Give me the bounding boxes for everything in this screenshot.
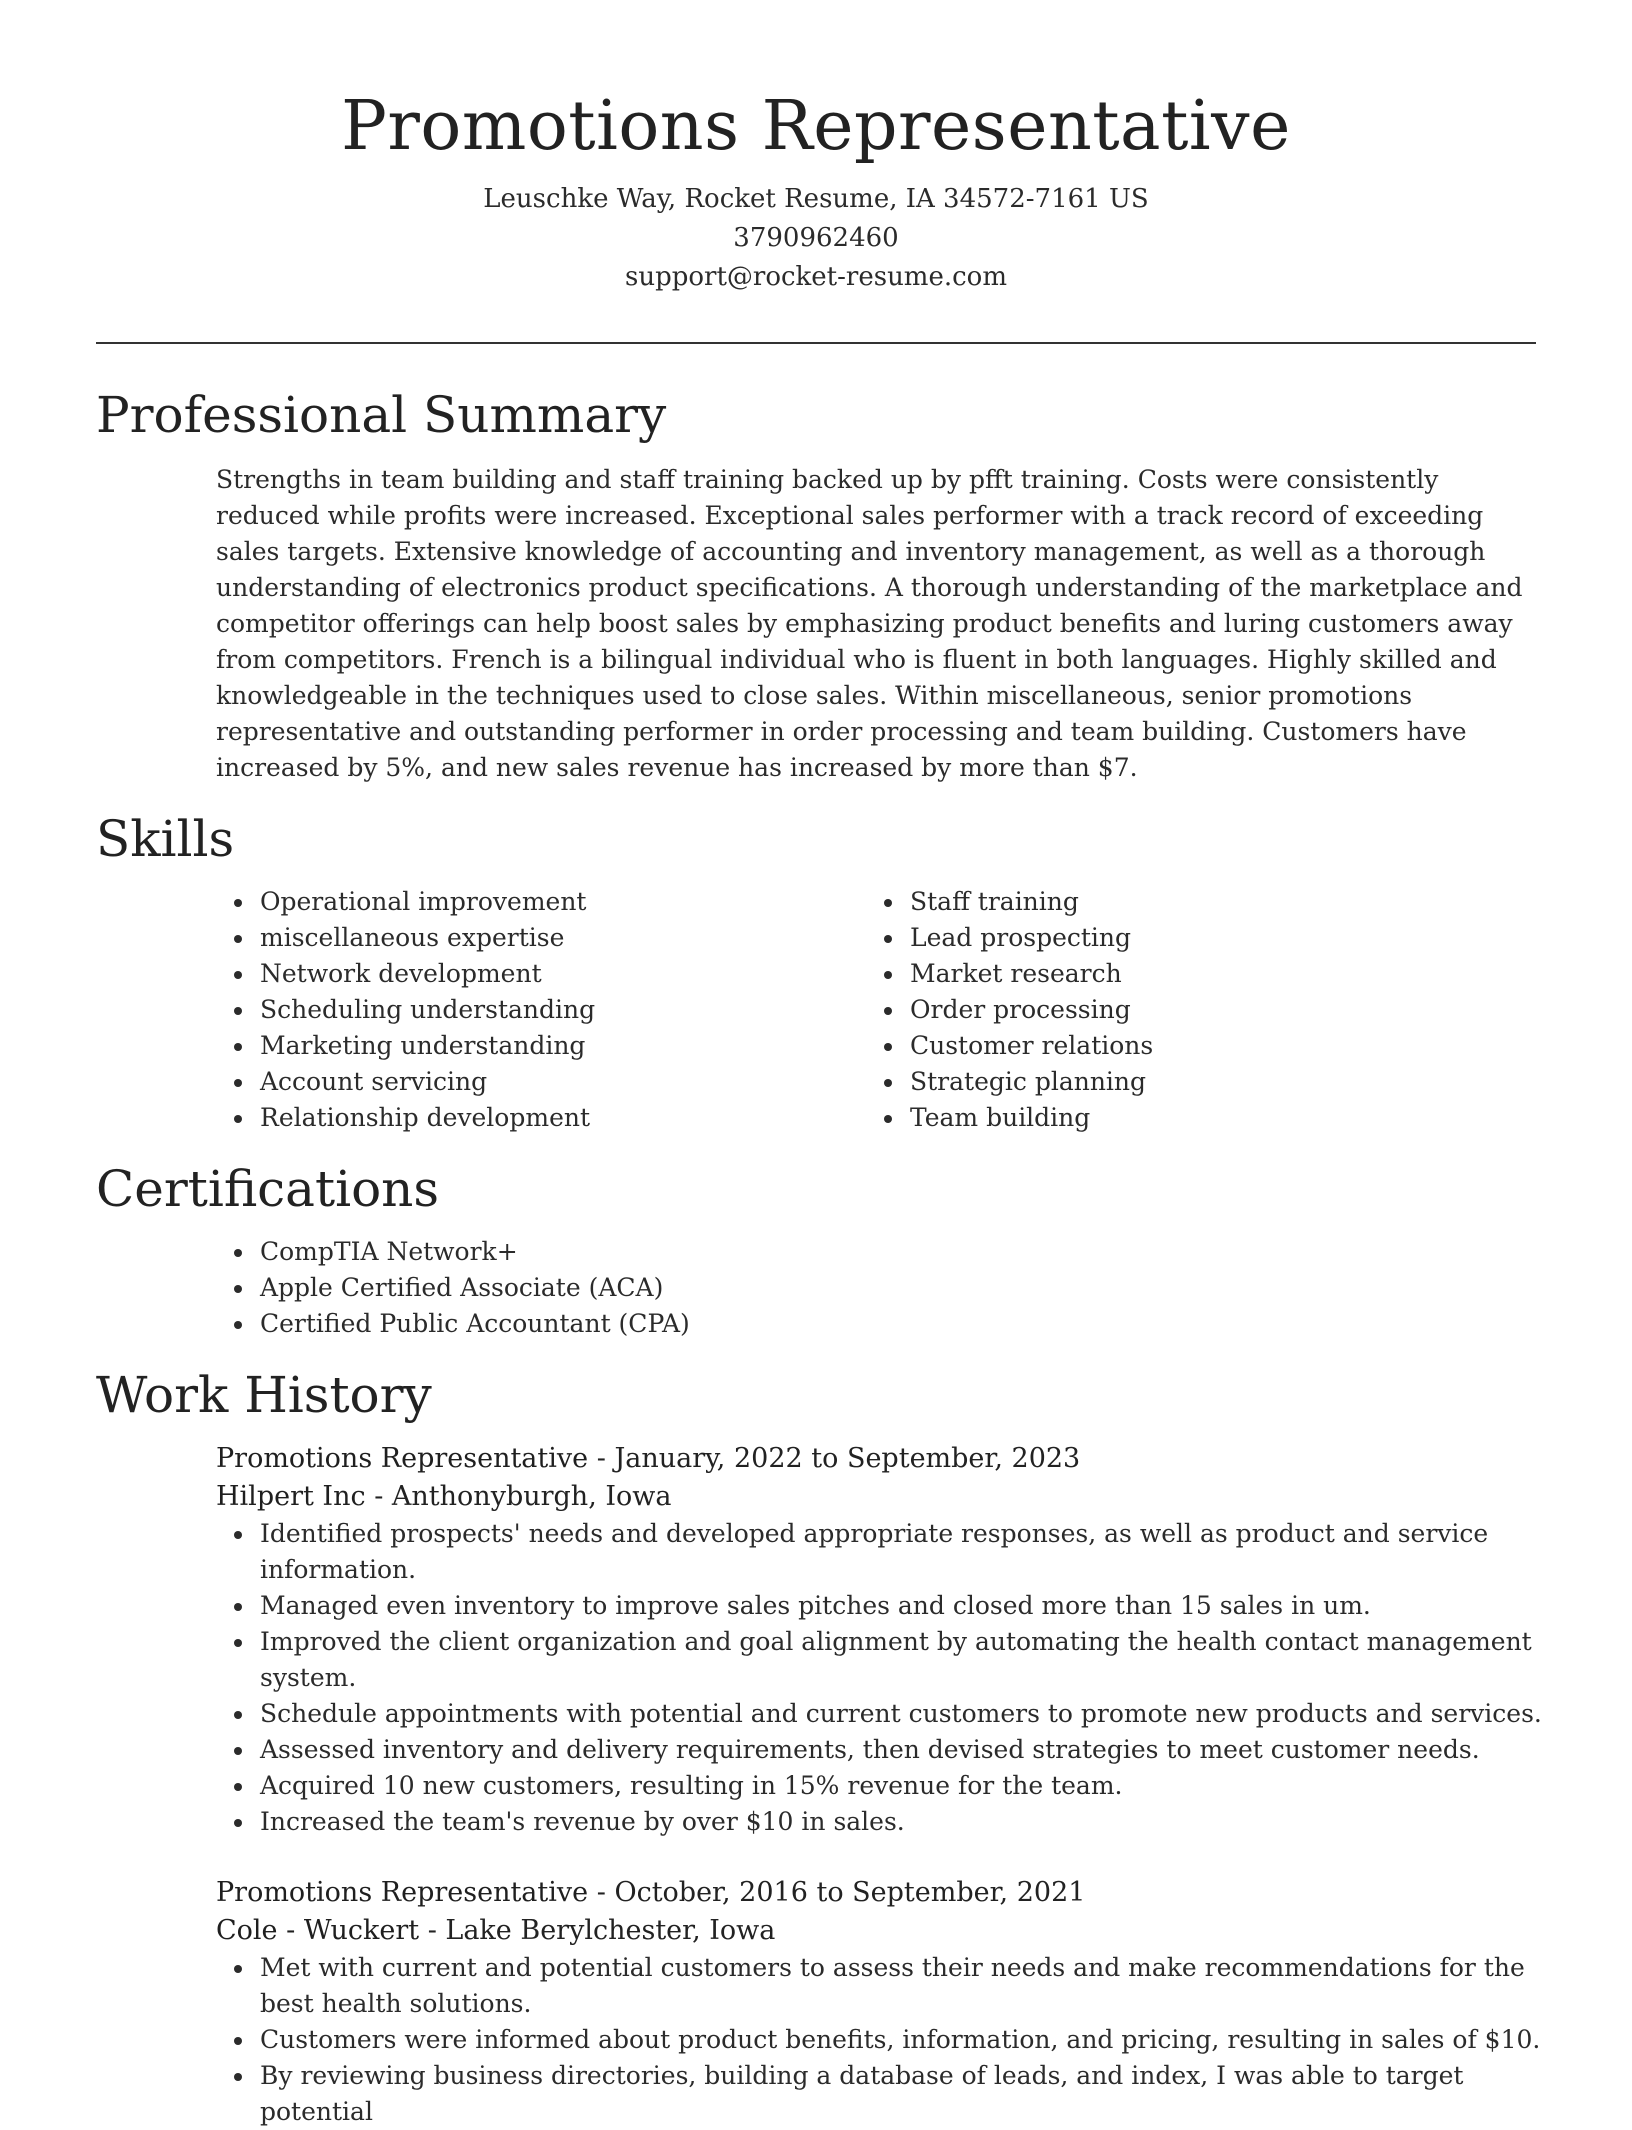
job-separator: - <box>596 1443 615 1474</box>
skills-section <box>96 802 1536 1136</box>
skill-item: Lead prospecting <box>910 920 1516 956</box>
candidate-name: Promotions Representative <box>341 87 1291 166</box>
job-bullet: Met with current and potential customers to assess their needs and make recommendations for the best health solutions. <box>260 1950 1546 2022</box>
job-title: Promotions Representative <box>216 1877 589 1908</box>
skills-list-left <box>216 884 866 1136</box>
job-separator: - <box>596 1877 615 1908</box>
certifications-list-wrap <box>216 1234 1536 1342</box>
skill-item: Account servicing <box>260 1064 866 1100</box>
job-separator: - <box>374 1481 392 1512</box>
certification-item: CompTIA Network+ <box>260 1234 1536 1270</box>
certifications-section <box>96 1152 1536 1342</box>
job-bullet: Assessed inventory and delivery requirements, then devised strategies to meet customer needs. <box>260 1732 1546 1768</box>
certifications-list <box>216 1234 1536 1342</box>
job-dates: January, 2022 to September, 2023 <box>614 1443 1081 1474</box>
job-bullet: Acquired 10 new customers, resulting in 15% revenue for the team. <box>260 1768 1546 1804</box>
skill-item: Marketing understanding <box>260 1028 866 1064</box>
job-bullet: Managed even inventory to improve sales pitches and closed more than 15 sales in um. <box>260 1588 1546 1624</box>
job-bullet: Increased the team's revenue by over $10 in sales. <box>260 1804 1546 1840</box>
job-bullet: Improved the client organization and goal alignment by automating the health contact management system. <box>260 1624 1546 1696</box>
job-separator: - <box>427 1915 446 1946</box>
skill-item: Staff training <box>910 884 1516 920</box>
job-company-line <box>216 1478 1546 1516</box>
job-bullets <box>216 1950 1546 2130</box>
job-entry <box>216 1874 1546 2130</box>
resume-header <box>96 82 1536 297</box>
skill-item: Network development <box>260 956 866 992</box>
skill-item: Customer relations <box>910 1028 1516 1064</box>
job-bullet: Customers were informed about product benefits, information, and pricing, resulting in sales of $10. <box>260 2022 1546 2058</box>
contact-info <box>96 180 1536 297</box>
job-dates: October, 2016 to September, 2021 <box>614 1877 1086 1908</box>
certification-item: Certified Public Accountant (CPA) <box>260 1306 1536 1342</box>
contact-email: support@rocket-resume.com <box>624 262 1007 292</box>
skill-item: Order processing <box>910 992 1516 1028</box>
skill-item: Team building <box>910 1100 1516 1136</box>
job-entry <box>216 1440 1546 1840</box>
resume-body <box>96 378 1542 2130</box>
job-title-line <box>216 1440 1546 1478</box>
job-location: Lake Berylchester, Iowa <box>445 1915 776 1946</box>
skill-item: miscellaneous expertise <box>260 920 866 956</box>
skills-column-right <box>866 884 1516 1136</box>
skills-list-right <box>866 884 1516 1136</box>
header-divider <box>96 342 1536 344</box>
contact-phone: 3790962460 <box>733 223 899 253</box>
certification-item: Apple Certified Associate (ACA) <box>260 1270 1536 1306</box>
skill-item: Strategic planning <box>910 1064 1516 1100</box>
job-company: Cole - Wuckert <box>216 1915 420 1946</box>
skill-item: Market research <box>910 956 1516 992</box>
skills-column-left <box>216 884 866 1136</box>
skill-item: Operational improvement <box>260 884 866 920</box>
job-company-line <box>216 1912 1546 1950</box>
work-history-section <box>96 1358 1542 2130</box>
summary-heading: Professional Summary <box>96 386 667 444</box>
job-title-line <box>216 1874 1546 1912</box>
job-bullet: Identified prospects' needs and developed appropriate responses, as well as product and service information. <box>260 1516 1546 1588</box>
job-bullets <box>216 1516 1546 1840</box>
summary-section <box>96 378 1536 786</box>
skills-grid <box>216 884 1536 1136</box>
job-company: Hilpert Inc <box>216 1481 366 1512</box>
job-bullet: By reviewing business directories, building a database of leads, and index, I was able to target potential <box>260 2058 1546 2130</box>
job-location: Anthonyburgh, Iowa <box>391 1481 672 1512</box>
job-bullet: Schedule appointments with potential and current customers to promote new products and services. <box>260 1696 1546 1732</box>
job-title: Promotions Representative <box>216 1443 589 1474</box>
work-history-heading: Work History <box>96 1366 432 1424</box>
certifications-heading: Certifications <box>96 1160 440 1218</box>
contact-address: Leuschke Way, Rocket Resume, IA 34572-7161 US <box>483 184 1149 214</box>
skill-item: Scheduling understanding <box>260 992 866 1028</box>
skills-heading: Skills <box>96 810 235 868</box>
summary-text: Strengths in team building and staff training backed up by pfft training. Costs were consistently reduced while profits were increased. Exceptional sales performer with a track record of exceeding sales targets. Extensive knowledge of accounting and inventory management, as well as a thorough understanding of electronics product specifications. A thorough understanding of the marketplace and competitor offerings can help boost sales by emphasizing product benefits and luring customers away from competitors. French is a bilingual individual who is fluent in both languages. Highly skilled and knowledgeable in the techniques used to close sales. Within miscellaneous, senior promotions representative and outstanding performer in order processing and team building. Customers have increased by 5%, and new sales revenue has increased by more than $7. <box>216 465 1523 782</box>
skill-item: Relationship development <box>260 1100 866 1136</box>
